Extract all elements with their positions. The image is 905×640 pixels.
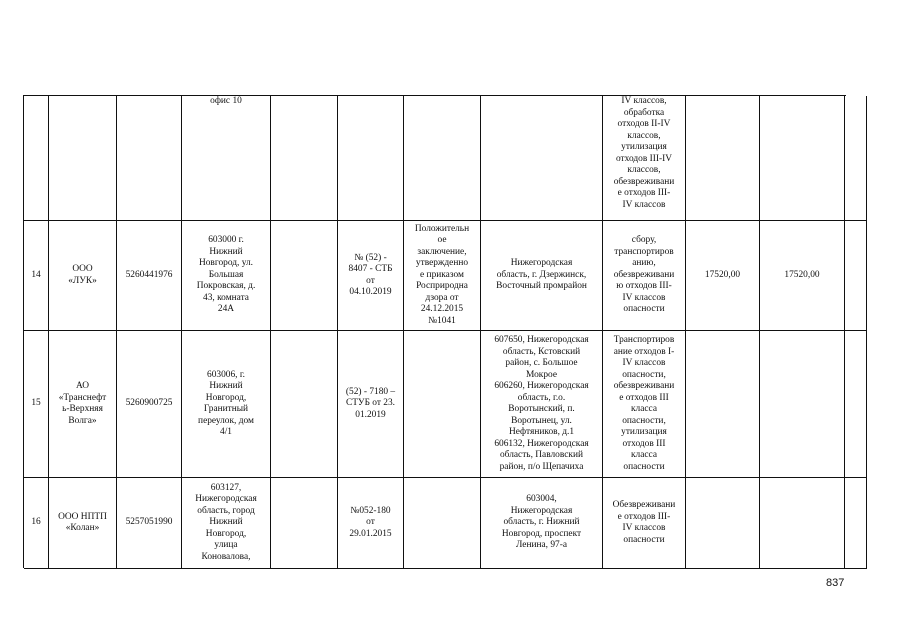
cell-text-line: обезвреживани [613, 176, 675, 187]
expert-conclusion-cell [404, 478, 481, 569]
cell-text-line: IV классов [622, 199, 666, 210]
cell-text-line: область, г. Дзержинск, [496, 269, 587, 280]
cell-text-line: (52) - 7180 – [345, 386, 396, 397]
cell-text-line: 01.2019 [355, 409, 386, 420]
cell-text-line: классов, [627, 130, 661, 141]
blank-cell [845, 221, 867, 331]
cell-text-line: Мокрое [526, 369, 557, 380]
cell-text-line: «ЛУК» [68, 275, 97, 286]
cell-text-line: Нижегородская [195, 494, 257, 505]
cell-text-line: обезвреживани [613, 381, 675, 391]
cell-text-line: обработка [623, 107, 665, 118]
cell-text-line: Коновалова, [201, 551, 251, 562]
license-table [23, 95, 846, 568]
cell-text-line: классов, [627, 165, 661, 175]
cell-text-line: е отходов III- [617, 511, 671, 522]
blank-cell [845, 331, 867, 478]
cell-text-line: е приказом [420, 269, 464, 280]
cell-text-line: 603000 г. [208, 235, 244, 246]
blank-cell [845, 96, 867, 221]
cell-text: 5260441976 [125, 269, 173, 280]
inn-cell [117, 96, 182, 221]
cell-text-line: 29.01.2015 [349, 528, 392, 539]
organization-name-cell [49, 96, 117, 221]
address-cell [182, 331, 271, 478]
cell-text-line: Нижний [209, 246, 243, 257]
cell-text-line: класса [631, 450, 657, 460]
facility-location-cell [481, 331, 603, 478]
cell-text: 15 [31, 398, 41, 409]
cell-text-line: район, с. Большое [505, 358, 578, 368]
cell-text-line: Нижегородская [510, 505, 573, 516]
cell-text-line: ю отходов III- [616, 281, 672, 292]
cell-text-line: утилизация [621, 142, 667, 152]
cell-text-line: Воротынец, ул. [511, 415, 572, 426]
blank-cell [271, 221, 338, 331]
cell-text-line: СТУБ от 23. [345, 398, 396, 409]
cell-text-line: Новгород, проспект [501, 528, 582, 539]
cell-text-line: Новгород, [205, 528, 247, 539]
cell-text-line: Нижегородская [510, 258, 573, 269]
cell-text-line: опасности [623, 461, 665, 472]
cell-text-line: Восточный промрайон [496, 281, 587, 292]
activity-cell [603, 221, 686, 331]
organization-name-cell [49, 478, 117, 569]
volume-cell [686, 478, 760, 569]
activity-cell [603, 96, 686, 221]
cell-text-line: улица [214, 540, 238, 551]
cell-text-line: Новгород, ул. [198, 258, 254, 269]
cell-text-line: Нижний [209, 381, 243, 391]
cell-text-line: Росприродна [416, 281, 468, 292]
cell-text-line: заключение, [417, 246, 467, 257]
cell-text-line: район, п/о Щепачиха [499, 461, 584, 472]
cell-text-line: 606260, Нижегородская [494, 381, 589, 391]
cell-text-line: опасности [623, 534, 665, 545]
cell-text-line: ое [437, 235, 447, 246]
address-cell [182, 221, 271, 331]
cell-text-line: анию, [632, 258, 656, 269]
license-cell [338, 331, 404, 478]
cell-text-line: 606132, Нижегородская [494, 438, 589, 449]
activity-cell [603, 331, 686, 478]
cell-text: 5260900725 [125, 398, 173, 409]
cell-text-line: Ленина, 97-а [515, 540, 567, 551]
volume-cell [686, 331, 760, 478]
cell-text-line: е отходов III [619, 392, 669, 403]
cell-text-line: IV классов [622, 523, 666, 533]
cell-text-line: опасности [623, 304, 665, 315]
cell-text-line: IV классов, [621, 96, 667, 106]
cell-text-line: опасности, [622, 415, 666, 426]
cell-text-line: Гранитный [203, 404, 249, 414]
license-cell [338, 478, 404, 569]
inn-cell [117, 331, 182, 478]
blank-cell [845, 478, 867, 569]
cell-text-line: IV классов [622, 292, 666, 303]
cell-text-line: 43, комната [203, 292, 249, 303]
cell-text-line: область, Павловский [499, 450, 583, 460]
cell-text-line: 8407 - СТБ [348, 264, 393, 274]
cell-text-line: обезвреживани [613, 269, 675, 280]
cell-text-line: «Колан» [65, 523, 100, 533]
cell-text-line: отходов III-IV [615, 153, 672, 164]
volume-cell [760, 478, 845, 569]
page-number: 837 [826, 577, 845, 589]
cell-text-line: Воротынский, п. [508, 404, 575, 414]
facility-location-cell [481, 96, 603, 221]
cell-text-line: №1041 [428, 315, 456, 326]
cell-text-line: Покровская, д. [196, 281, 256, 292]
cell-text-line: от [366, 275, 375, 286]
cell-text-line: 4/1 [220, 427, 232, 437]
activity-cell [603, 478, 686, 569]
cell-text-line: 24А [217, 304, 235, 315]
cell-text-line: дзора от [425, 292, 459, 303]
volume-cell [760, 331, 845, 478]
cell-text-line: Нижний [209, 517, 243, 528]
cell-text-line: утилизация [621, 427, 667, 437]
volume-cell [686, 221, 760, 331]
cell-text-line: опасности, [622, 369, 666, 380]
cell-text: 14 [31, 269, 41, 280]
cell-text: 17520,00 [784, 269, 820, 280]
cell-text-line: ООО НПТП [58, 511, 107, 522]
cell-text-line: АО [75, 381, 90, 391]
cell-text-line: область, г.о. [517, 392, 566, 403]
cell-text: 5257051990 [125, 517, 173, 528]
cell-text-line: 24.12.2015 [420, 304, 464, 315]
cell-text-line: 603006, г. [207, 369, 245, 380]
facility-location-cell [481, 221, 603, 331]
expert-conclusion-cell [404, 331, 481, 478]
cell-text-line: 603004, [526, 494, 557, 505]
cell-text-line: ь-Верхняя [62, 404, 103, 414]
cell-text-line: е отходов III- [617, 188, 671, 198]
volume-cell [760, 96, 845, 221]
cell-text-line: сбору, [631, 235, 657, 246]
license-cell [338, 96, 404, 221]
volume-cell [760, 221, 845, 331]
cell-text: 17520,00 [704, 269, 741, 280]
cell-text-line: Волга» [68, 415, 97, 426]
organization-name-cell [49, 331, 117, 478]
cell-text-line: отходов II-IV [617, 119, 671, 129]
cell-text-line: переулок, дом [198, 415, 254, 426]
row-number-cell [24, 221, 49, 331]
blank-cell [271, 96, 338, 221]
cell-text-line: ООО [72, 264, 93, 274]
cell-text-line: транспортиров [614, 246, 674, 257]
cell-text-line: № (52) - [354, 252, 387, 263]
cell-text-line: от [366, 517, 375, 528]
cell-text-line: класса [631, 404, 657, 414]
blank-cell [271, 331, 338, 478]
cell-text-line: 603127, [210, 482, 242, 493]
expert-conclusion-cell [404, 96, 481, 221]
cell-text-line: Новгород, [205, 392, 247, 403]
row-number-cell [24, 331, 49, 478]
cell-text-line: область, город [197, 505, 255, 516]
cell-text-line: Обезвреживани [612, 500, 676, 510]
cell-text-line: область, Кстовский [502, 346, 581, 357]
cell-text-line: отходов III [622, 438, 666, 449]
cell-text: 16 [31, 517, 41, 528]
expert-conclusion-cell [404, 221, 481, 331]
inn-cell [117, 221, 182, 331]
cell-text-line: «Транснефт [58, 392, 107, 403]
cell-text-line: №052-180 [350, 505, 391, 516]
cell-text-line: офис 10 [210, 96, 242, 106]
address-cell [182, 478, 271, 569]
volume-cell [686, 96, 760, 221]
cell-text-line: Положительн [414, 223, 470, 234]
cell-text-line: утвержденно [415, 258, 469, 269]
row-number-cell [24, 478, 49, 569]
cell-text-line: 607650, Нижегородская [494, 335, 589, 345]
cell-text-line: IV классов [622, 358, 666, 368]
facility-location-cell [481, 478, 603, 569]
cell-text-line: Большая [208, 269, 244, 280]
cell-text-line: область, г. Нижний [503, 517, 580, 528]
cell-text-line: 04.10.2019 [349, 287, 392, 297]
cell-text-line: Транспортиров [613, 335, 675, 345]
cell-text-line: Нефтяников, д.1 [508, 427, 575, 437]
cell-text-line: ание отходов I- [613, 346, 675, 357]
license-cell [338, 221, 404, 331]
organization-name-cell [49, 221, 117, 331]
row-number-cell [24, 96, 49, 221]
blank-cell [271, 478, 338, 569]
inn-cell [117, 478, 182, 569]
address-cell [182, 96, 271, 221]
